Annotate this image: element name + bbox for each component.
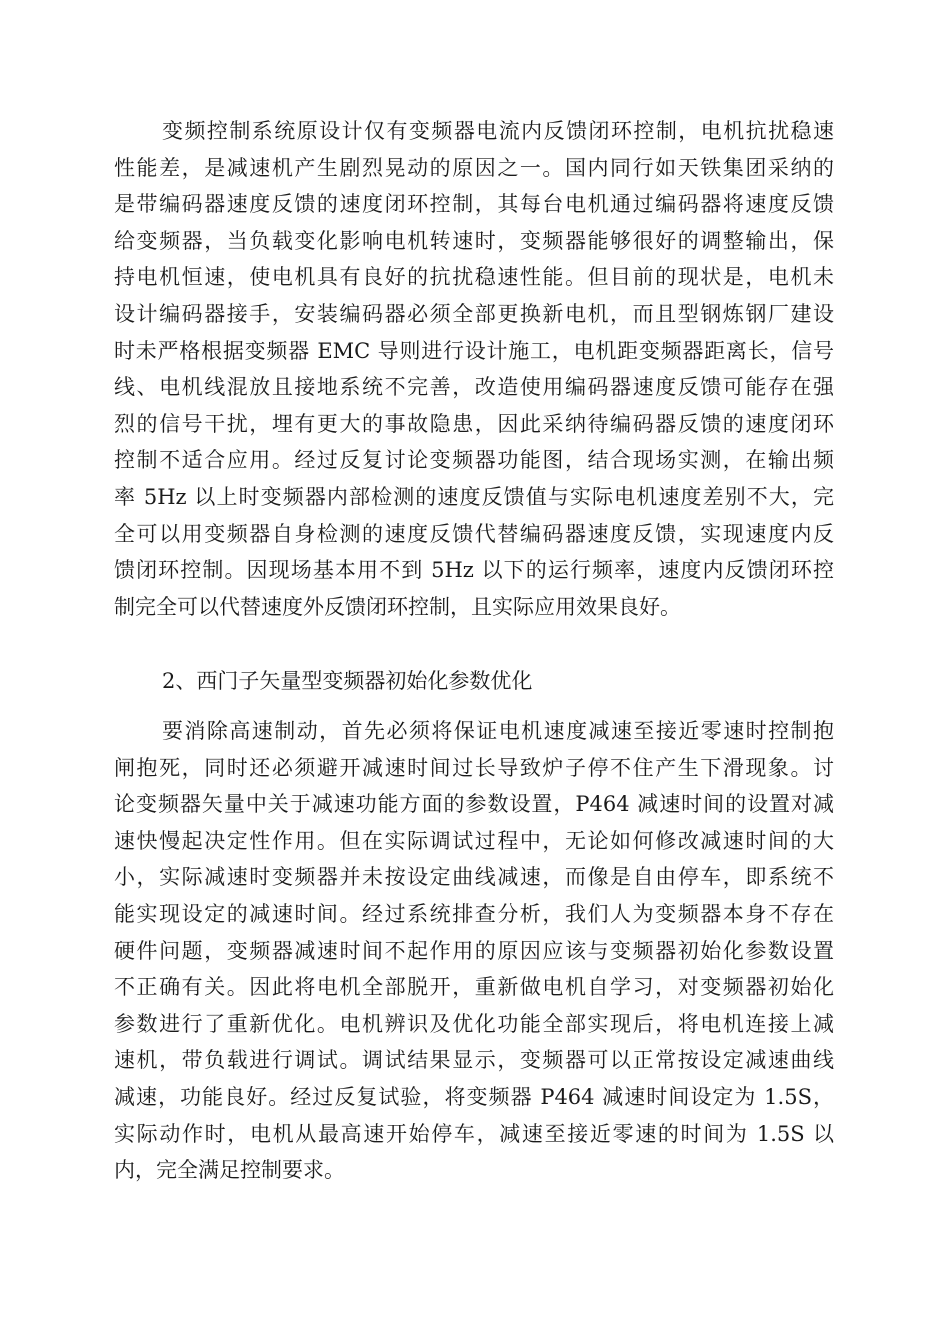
paragraph-line: 时未严格根据变频器 EMC 导则进行设计施工，电机距变频器距离长，信号 [114,338,834,363]
paragraph-line: 闸抱死，同时还必须避开减速时间过长导致炉子停不住产生下滑现象。讨 [114,755,834,780]
paragraph-line: 硬件问题，变频器减速时间不起作用的原因应该与变频器初始化参数设置 [114,938,834,963]
paragraph-line: 全可以用变频器自身检测的速度反馈代替编码器速度反馈，实现速度内反 [114,521,834,546]
paragraph-line: 速快慢起决定性作用。但在实际调试过程中，无论如何修改减速时间的大 [114,828,834,853]
paragraph-line: 是带编码器速度反馈的速度闭环控制，其每台电机通过编码器将速度反馈 [114,192,834,217]
paragraph-line: 参数进行了重新优化。电机辨识及优化功能全部实现后，将电机连接上减 [114,1011,834,1036]
paragraph-line: 性能差，是减速机产生剧烈晃动的原因之一。国内同行如天铁集团采纳的 [114,155,834,180]
paragraph-line: 能实现设定的减速时间。经过系统排查分析，我们人为变频器本身不存在 [114,901,834,926]
paragraph-line: 线、电机线混放且接地系统不完善，改造使用编码器速度反馈可能存在强 [114,375,834,400]
paragraph-line: 控制不适合应用。经过反复讨论变频器功能图，结合现场实测，在输出频 [114,448,834,473]
paragraph-line: 烈的信号干扰，埋有更大的事故隐患，因此采纳待编码器反馈的速度闭环 [114,411,834,436]
paragraph-line: 馈闭环控制。因现场基本用不到 5Hz 以下的运行频率，速度内反馈闭环控 [114,558,834,583]
paragraph-line: 率 5Hz 以上时变频器内部检测的速度反馈值与实际电机速度差别不大，完 [114,484,834,509]
paragraph-initialization-optimization [114,713,834,1189]
paragraph-frequency-control [114,113,834,625]
paragraph-line: 设计编码器接手，安装编码器必须全部更换新电机，而且型钢炼钢厂建设 [114,301,834,326]
paragraph-line: 内，完全满足控制要求。 [114,1158,345,1183]
paragraph-line: 不正确有关。因此将电机全部脱开，重新做电机自学习，对变频器初始化 [114,975,834,1000]
paragraph-line: 持电机恒速，使电机具有良好的抗扰稳速性能。但目前的现状是，电机未 [114,265,834,290]
paragraph-line: 速机，带负载进行调试。调试结果显示，变频器可以正常按设定减速曲线 [114,1048,834,1073]
section-heading [114,663,834,700]
paragraph-line: 小，实际减速时变频器并未按设定曲线减速，而像是自由停车，即系统不 [114,865,834,890]
paragraph-line: 减速，功能良好。经过反复试验，将变频器 P464 减速时间设定为 1.5S， [114,1084,834,1109]
paragraph-line: 要消除高速制动，首先必须将保证电机速度减速至接近零速时控制抱 [162,719,834,743]
paragraph-line: 制完全可以代替速度外反馈闭环控制，且实际应用效果良好。 [114,594,681,619]
paragraph-line: 给变频器，当负载变化影响电机转速时，变频器能够很好的调整输出，保 [114,228,834,253]
paragraph-line: 变频控制系统原设计仅有变频器电流内反馈闭环控制，电机抗扰稳速 [162,119,834,143]
paragraph-line: 论变频器矢量中关于减速功能方面的参数设置，P464 减速时间的设置对减 [114,792,834,817]
section-heading-text: 2、西门子矢量型变频器初始化参数优化 [162,669,533,693]
paragraph-line: 实际动作时，电机从最高速开始停车，减速至接近零速的时间为 1.5S 以 [114,1121,834,1146]
